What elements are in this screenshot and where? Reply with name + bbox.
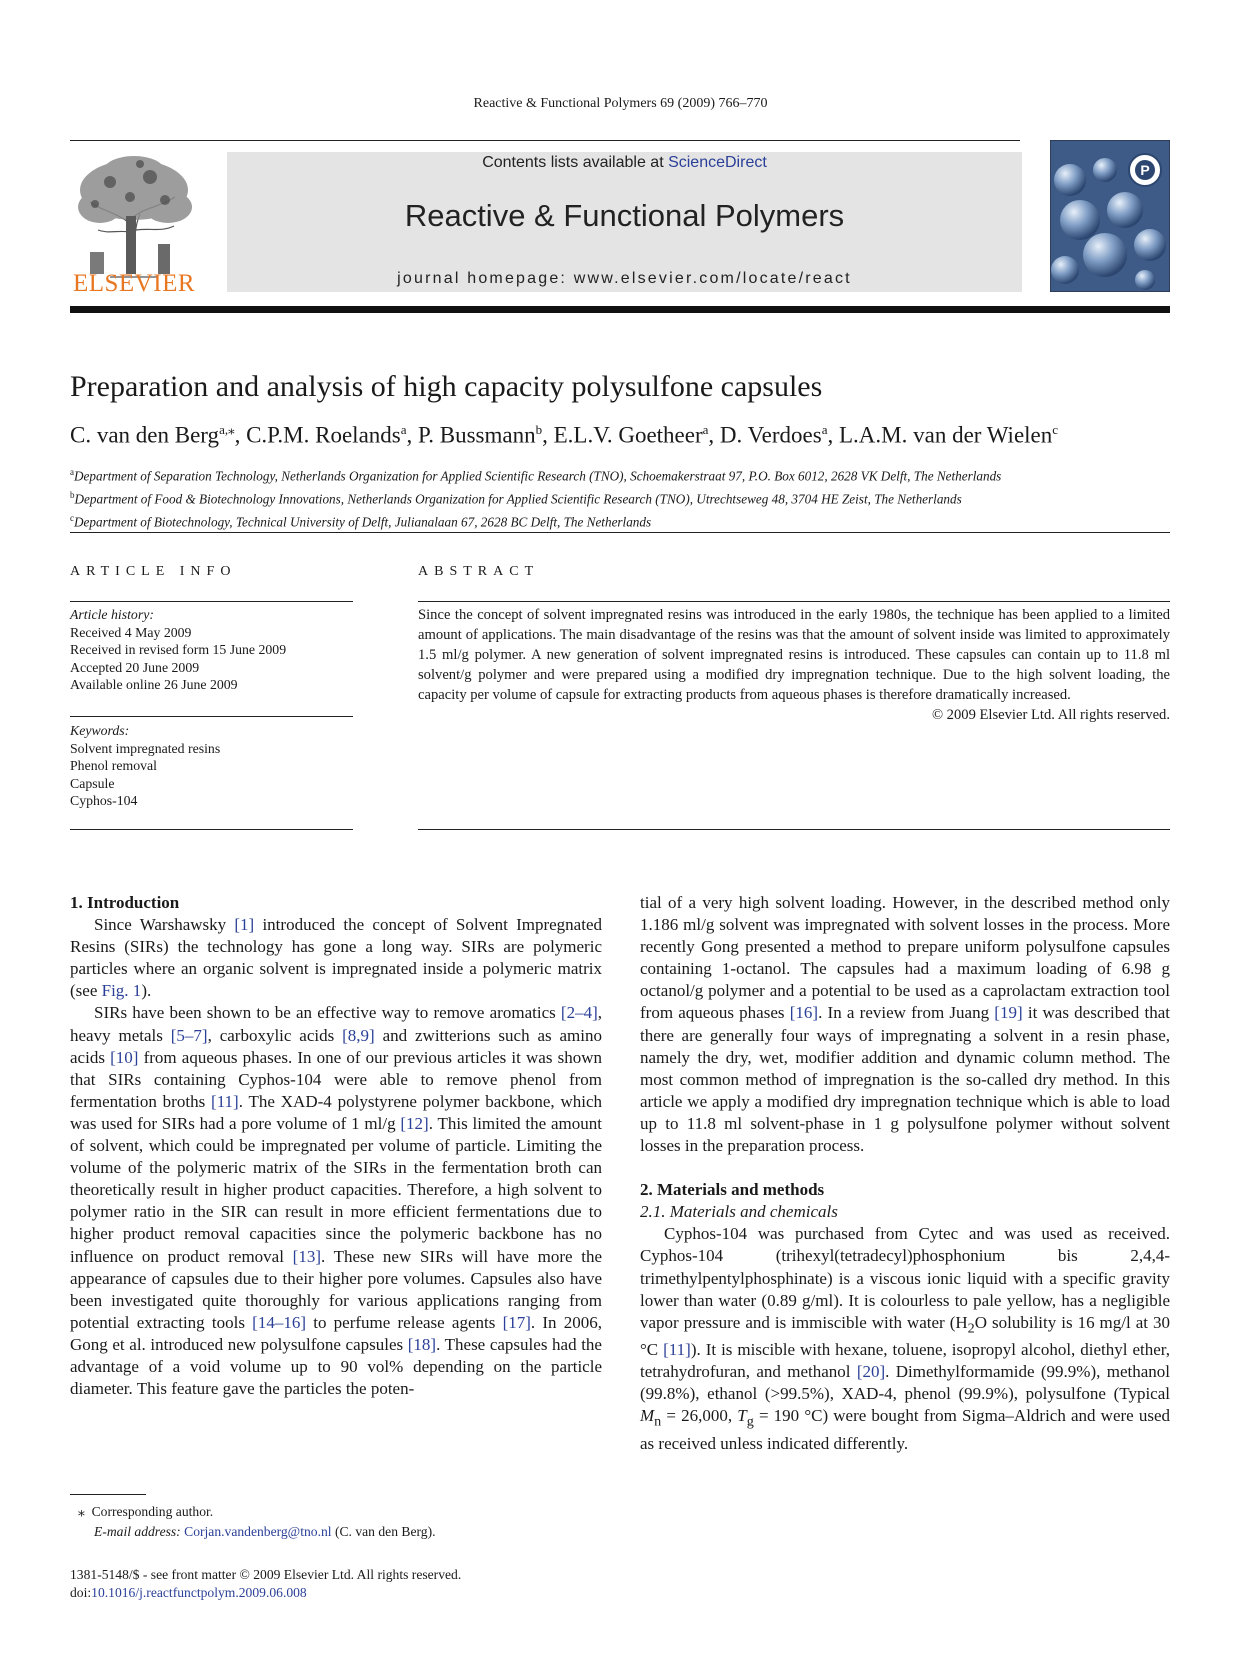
keyword: Phenol removal [70,758,157,774]
author-list: C. van den Berg$^{a,⁎}$, C.P.M. Roelands$^a$, P. Bussmann$^b$, E.L.V. Goetheer$^a$, D. Verdoes$^a$, L.A.M. van der Wielen$^c$ [70,422,1059,448]
citation-link[interactable]: [17] [502,1312,531,1332]
author-affil-mark[interactable]: c [1052,422,1059,437]
svg-text:P: P [1140,162,1150,178]
history-label: Article history: [70,607,154,622]
contents-prefix: Contents lists available at [482,154,669,171]
history-item: Received 4 May 2009 [70,624,192,640]
email-link[interactable]: Corjan.vandenberg@tno.nl [184,1524,332,1539]
citation-link[interactable]: [8,9] [342,1025,375,1045]
header-rule [70,140,1020,141]
section-heading: 1. Introduction [70,893,180,912]
info-rule [70,601,353,602]
keywords [70,722,220,810]
author-name[interactable]: E.L.V. Goetheer [553,422,703,448]
info-rule [70,829,353,830]
affiliations [70,463,1001,531]
article-info-heading: ARTICLE INFO [70,564,237,579]
abstract-rule [418,601,1170,602]
author-affil-mark[interactable]: a,⁎ [219,422,235,437]
article-title: Preparation and analysis of high capacity polysulfone capsules [70,370,823,403]
journal-homepage[interactable]: journal homepage: www.elsevier.com/locate/react [397,270,852,287]
footnote-rule [70,1494,146,1495]
keyword: Cyphos-104 [70,793,138,809]
paragraph: Cyphos-104 was purchased from Cytec and was used as received. Cyphos-104 (trihexyl(tetradecyl)phosphonium bis 2,4,4-trimethylpentylphosphinate) is a viscous ionic liquid with a specific gravity lower than water (0.89 g/ml). It is colourless to pale yellow, has a negligible vapor pressure and is immiscible with water ($H_2O$ solubility is 16 mg/l at 30 °C [11]). It is miscible with hexane, toluene, isopropyl alcohol, diethyl ether, tetrahydrofuran, and methanol [20]. Dimethylformamide (99.9%), methanol (99.8%), ethanol (>99.5%), XAD-4, phenol (99.9%), polysulfone (Typical $M_n = 26,000$, $T_g = 190$ °C) were bought from Sigma–Aldrich and were used as received unless indicated differently. [640,1224,1171,1453]
article-history [70,606,286,694]
affiliation-line: $^b$Department of Food & Biotechnology Innovations, Netherlands Organization for Applied Scientific Research (TNO), Utrechtseweg 48, 3704 HE Zeist, The Netherlands [70,489,962,507]
abstract-body [418,605,1170,725]
affiliation-line: $^c$Department of Biotechnology, Technical University of Delft, Julianalaan 67, 2628 BC Delft, The Netherlands [70,512,652,529]
corresponding-label: Corresponding author. [91,1504,214,1519]
abstract-copyright: © 2009 Elsevier Ltd. All rights reserved. [931,707,1170,723]
doi-link[interactable]: 10.1016/j.reactfunctpolym.2009.06.008 [91,1585,307,1600]
citation-link[interactable]: [12] [400,1113,429,1133]
bottom-info [70,1566,461,1602]
elsevier-wordmark: ELSEVIER [72,270,196,297]
email-label: E-mail address: [94,1524,185,1539]
keyword: Solvent impregnated resins [70,740,221,756]
citation-link[interactable]: [16] [789,1003,819,1023]
citation-link[interactable]: [5–7] [170,1025,208,1045]
footnote-star: ⁎ [78,1504,85,1519]
citation-link[interactable]: [1] [234,915,255,935]
keywords-label: Keywords: [70,723,130,738]
keyword: Capsule [70,775,115,791]
citation-link[interactable]: [18] [407,1334,437,1354]
contents-line [227,154,1022,172]
issn-line: 1381-5148/$ - see front matter © 2009 Elsevier Ltd. All rights reserved. [70,1567,462,1582]
subsection-heading: 2.1. Materials and chemicals [640,1202,838,1222]
citation-link[interactable]: [19] [994,1003,1023,1023]
masthead-rule [70,306,1170,313]
section-heading: 2. Materials and methods [640,1180,825,1200]
author-affil-mark[interactable]: a [821,422,828,437]
history-item: Accepted 20 June 2009 [70,659,200,675]
author-name[interactable]: L.A.M. van der Wielen [839,422,1053,448]
affiliation-line: $^a$Department of Separation Technology, Netherlands Organization for Applied Scientific Research (TNO), Schoemakerstraat 97, P.O. Box 6012, 2628 VK Delft, The Netherlands [70,467,1002,484]
paragraph: SIRs have been shown to be an effective way to remove aromatics [2–4], heavy metals [5–7], carboxylic acids [8,9] and zwitterions such as amino acids [10] from aqueous phases. In one of our previous articles it was shown that SIRs containing Cyphos-104 were able to remove phenol from fermentation broths [11]. The XAD-4 polystyrene polymer backbone, which was used for SIRs had a pore volume of 1 ml/g [12]. This limited the amount of solvent, which could be impregnated per volume of particle. Limiting the volume of the polymeric matrix of the SIRs in the fermentation broth can theoretically result in higher product capacities. Therefore, a high solvent to polymer ratio in the SIR can result in more efficient fermentations due to higher product removal capacities since the polymeric backbone has no influence on product removal [13]. These new SIRs will have more the appearance of capsules due to their higher pore volumes. Capsules also have been investigated quite thoroughly for various applications ranging from potential extracting tools [14–16] to perfume release agents [17]. In 2006, Gong et al. introduced new polysulfone capsules [18]. These capsules had the advantage of a void volume up to 90 vol% depending on the particle diameter. This feature gave the particles the poten- [70,1003,603,1399]
sciencedirect-link[interactable]: ScienceDirect [668,154,767,171]
citation-link[interactable]: [14–16] [252,1312,306,1332]
paragraph: tial of a very high solvent loading. However, in the described method only 1.186 ml/g solvent was impregnated with solvent losses in the process. More recently Gong presented a method to prepare uniform polysulfone capsules containing 1-octanol. The capsules had a maximum loading of 6.98 g octanol/g polymer and a potential to be used as a caprolactam extraction tool from aqueous phases [16]. In a review from Juang [19] it was described that there are generally four ways of impregnating a solvent in a resin phase, namely the dry, wet, modifier addition and dynamic column method. The most common method of impregnation is the so-called dry method. In this article we apply a modified dry impregnation technique which is able to load up to 11.8 ml solvent-phase in 1 g polysulfone polymer without solvent losses in the preparation process. [640,893,1171,1156]
body-column-right [640,892,1170,1455]
author-name[interactable]: D. Verdoes [719,422,822,448]
email-suffix: (C. van den Berg). [331,1524,436,1539]
citation-link[interactable]: [20] [856,1362,886,1382]
citation-link[interactable]: [11] [663,1340,691,1360]
corresponding-footnote [70,1502,436,1542]
section-rule [70,532,1170,533]
citation-link[interactable]: [11] [211,1091,239,1111]
paragraph: Since Warshawsky [1] introduced the concept of Solvent Impregnated Resins (SIRs) the technology has gone a long way. SIRs are polymeric particles where an organic solvent is impregnated inside a polymeric matrix (see Fig. 1). [70,915,602,1001]
author-affil-mark[interactable]: a [400,422,407,437]
citation-link[interactable]: [13] [292,1246,321,1266]
journal-title: Reactive & Functional Polymers [404,198,845,233]
author-name[interactable]: C.P.M. Roelands [246,422,401,448]
history-item: Received in revised form 15 June 2009 [70,642,287,658]
abstract-heading: ABSTRACT [418,564,540,579]
citation-link[interactable]: [10] [110,1047,139,1067]
author-affil-mark[interactable]: a [702,422,709,437]
journal-masthead [227,152,1022,292]
history-item: Available online 26 June 2009 [70,677,238,693]
author-affil-mark[interactable]: b [535,422,543,437]
abstract-text: Since the concept of solvent impregnated resins was introduced in the early 1980s, the technique has been applied to a limited amount of applications. The main disadvantage of the resins was that the amount of solvent inside was limited to approximately 1.5 ml/g polymer. A new generation of solvent impregnated resins is introduced. These capsules can contain up to 11.8 ml solvent/g polymer and were prepared using a modified dry impregnation technique. Due to the high solvent loading, the capacity per volume of capsule for extracting products from aqueous phases is therefore dramatically increased. [418,607,1170,703]
figure-link[interactable]: Fig. 1 [101,981,142,1001]
running-head: Reactive & Functional Polymers 69 (2009) 766–770 [473,96,768,111]
author-name[interactable]: C. van den Berg [70,422,220,448]
abstract-rule [418,829,1170,830]
author-name[interactable]: P. Bussmann [418,422,536,448]
info-rule [70,716,353,717]
doi-line: doi:10.1016/j.reactfunctpolym.2009.06.008 [70,1585,307,1600]
journal-cover-image [1050,140,1170,292]
citation-link[interactable]: [2–4] [560,1003,598,1023]
body-column-left [70,892,602,1400]
